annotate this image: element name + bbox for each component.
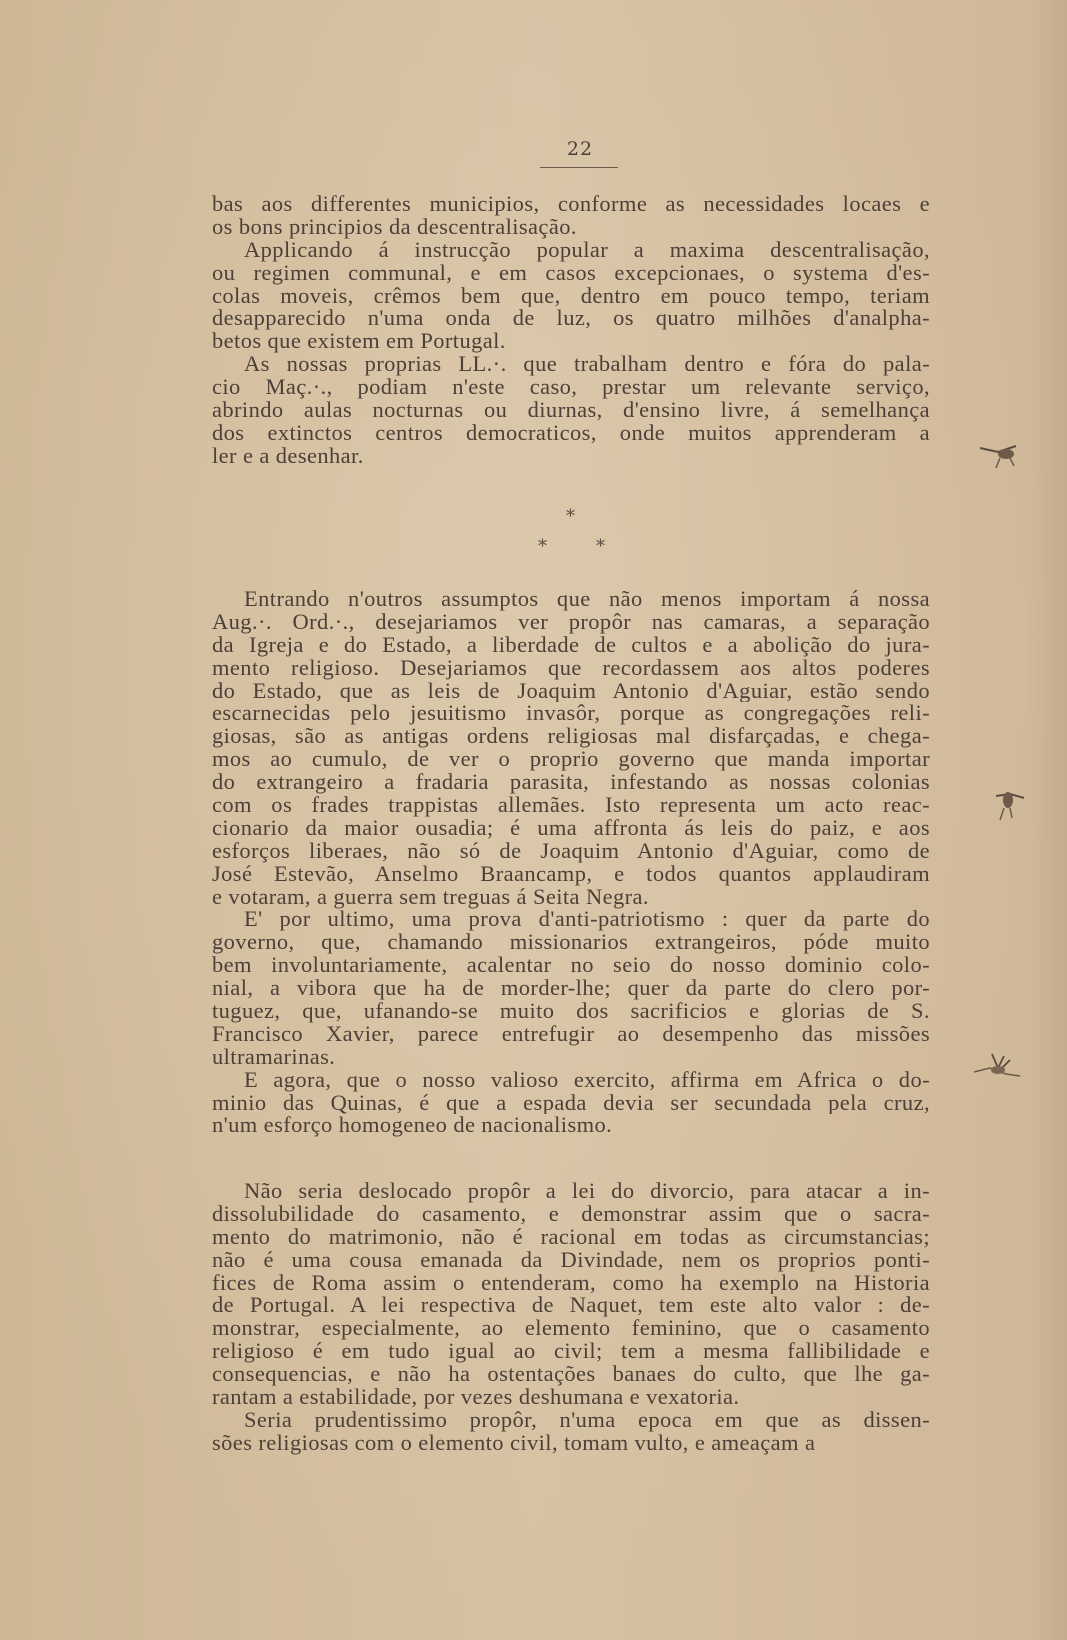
text-line: escarnecidas pelo jesuitismo invasôr, porque as congregações reli- <box>212 702 930 726</box>
text-line: ler e a desenhar. <box>212 442 364 468</box>
text-line: Applicando á instrucção popular a maxima descentralisação, <box>244 238 930 262</box>
text-line: bas aos differentes municipios, conforme as necessidades locaes e <box>212 193 930 216</box>
text-line: minio das Quinas, é que a espada devia ser secundada pela cruz, <box>212 1091 930 1115</box>
text-line: betos que existem em Portugal. <box>212 328 506 354</box>
paragraph-block-1 <box>212 193 930 468</box>
text-line: E agora, que o nosso valioso exercito, affirma em Africa o do- <box>244 1068 930 1092</box>
insect-speck-icon <box>976 434 1026 474</box>
page-number: 22 <box>566 138 594 160</box>
text-line: Aug.·. Ord.·., desejariamos ver propôr nas camaras, a separação <box>212 610 930 634</box>
page-edge-shadow <box>1027 0 1067 1640</box>
page-number-rule <box>540 167 618 168</box>
text-line: dissolubilidade do casamento, e demonstrar assim que o sacra- <box>212 1202 930 1226</box>
text-line: colas moveis, crêmos bem que, dentro em pouco tempo, teriam <box>212 284 930 308</box>
asterism-left: * <box>538 536 547 557</box>
text-line: fices de Roma assim o entenderam, como ha exemplo na Historia <box>212 1271 930 1295</box>
asterism-right: * <box>596 536 605 557</box>
insect-speck-icon <box>970 1046 1024 1086</box>
paragraph-block-2 <box>212 588 930 1137</box>
text-line: Entrando n'outros assumptos que não menos importam á nossa <box>244 588 930 611</box>
text-line: E' por ultimo, uma prova d'anti-patriotismo : quer da parte do <box>244 908 930 932</box>
text-line: governo, que, chamando missionarios extrangeiros, póde muito <box>212 931 930 955</box>
text-line: esforços liberaes, não só de Joaquim Antonio d'Aguiar, como de <box>212 839 930 863</box>
insect-speck-icon <box>990 776 1030 826</box>
text-line: os bons principios da descentralisação. <box>212 213 577 239</box>
text-line: As nossas proprias LL.·. que trabalham dentro e fóra do pala- <box>244 353 930 377</box>
text-line: com os frades trappistas allemães. Isto representa um acto reac- <box>212 794 930 817</box>
text-line: dos extinctos centros democraticos, onde muitos apprenderam a <box>212 421 930 445</box>
text-line: mento do matrimonio, não é racional em todas as circumstancias; <box>212 1225 930 1249</box>
text-line: nial, a vibora que ha de morder-lhe; quer da parte do clero por- <box>212 977 930 1001</box>
text-line: monstrar, especialmente, ao elemento feminino, que o casamento <box>212 1317 930 1341</box>
text-line: de Portugal. A lei respectiva de Naquet, tem este alto valor : de- <box>212 1294 930 1318</box>
text-line: sões religiosas com o elemento civil, tomam vulto, e ameaçam a <box>212 1429 816 1455</box>
text-line: José Estevão, Anselmo Braancamp, e todos quantos applaudiram <box>212 862 930 886</box>
text-line: consequencias, e não ha ostentações banaes do culto, que lhe ga- <box>212 1363 930 1387</box>
text-line: giosas, são as antigas ordens religiosas mal disfarçadas, e chega- <box>212 725 930 749</box>
text-line: cio Maç.·., podiam n'este caso, prestar um relevante serviço, <box>212 376 930 400</box>
text-line: abrindo aulas nocturnas ou diurnas, d'ensino livre, á semelhança <box>212 399 930 422</box>
text-line: da Igreja e do Estado, a liberdade de cultos e a abolição do jura- <box>212 633 930 657</box>
text-line: ou regimen communal, e em casos excepcionaes, o systema d'es- <box>212 261 930 285</box>
text-line: religioso é em tudo igual ao civil; tem a mesma fallibilidade e <box>212 1340 930 1364</box>
text-line: do Estado, que as leis de Joaquim Antonio d'Aguiar, estão sendo <box>212 679 930 703</box>
text-line: mento religioso. Desejariamos que recordassem aos altos poderes <box>212 656 930 680</box>
text-line: não é uma cousa emanada da Divindade, nem os proprios ponti- <box>212 1248 930 1272</box>
text-line: cionario da maior ousadia; é uma affronta ás leis do paiz, e aos <box>212 816 930 840</box>
asterism-top: * <box>566 506 575 527</box>
text-line: n'um esforço homogeneo de nacionalismo. <box>212 1112 613 1138</box>
text-line: Não seria deslocado propôr a lei do divorcio, para atacar a in- <box>244 1180 930 1203</box>
text-line: desapparecido n'uma onda de luz, os quatro milhões d'analpha- <box>212 307 930 331</box>
text-line: ultramarinas. <box>212 1043 336 1069</box>
paragraph-block-3 <box>212 1180 930 1455</box>
text-line: e votaram, a guerra sem treguas á Seita Negra. <box>212 883 649 909</box>
text-line: Francisco Xavier, parece entrefugir ao desempenho das missões <box>212 1022 930 1046</box>
text-line: mos ao cumulo, de ver o proprio governo que manda importar <box>212 748 930 772</box>
text-line: Seria prudentissimo propôr, n'uma epoca em que as dissen- <box>244 1408 930 1432</box>
text-line: bem involuntariamente, acalentar no seio do nosso dominio colo- <box>212 954 930 978</box>
text-line: do extrangeiro a fradaria parasita, infestando as nossas colonias <box>212 771 930 795</box>
text-line: tuguez, que, ufanando-se muito dos sacrificios e glorias de S. <box>212 1000 930 1023</box>
text-line: rantam a estabilidade, por vezes deshumana e vexatoria. <box>212 1384 740 1410</box>
